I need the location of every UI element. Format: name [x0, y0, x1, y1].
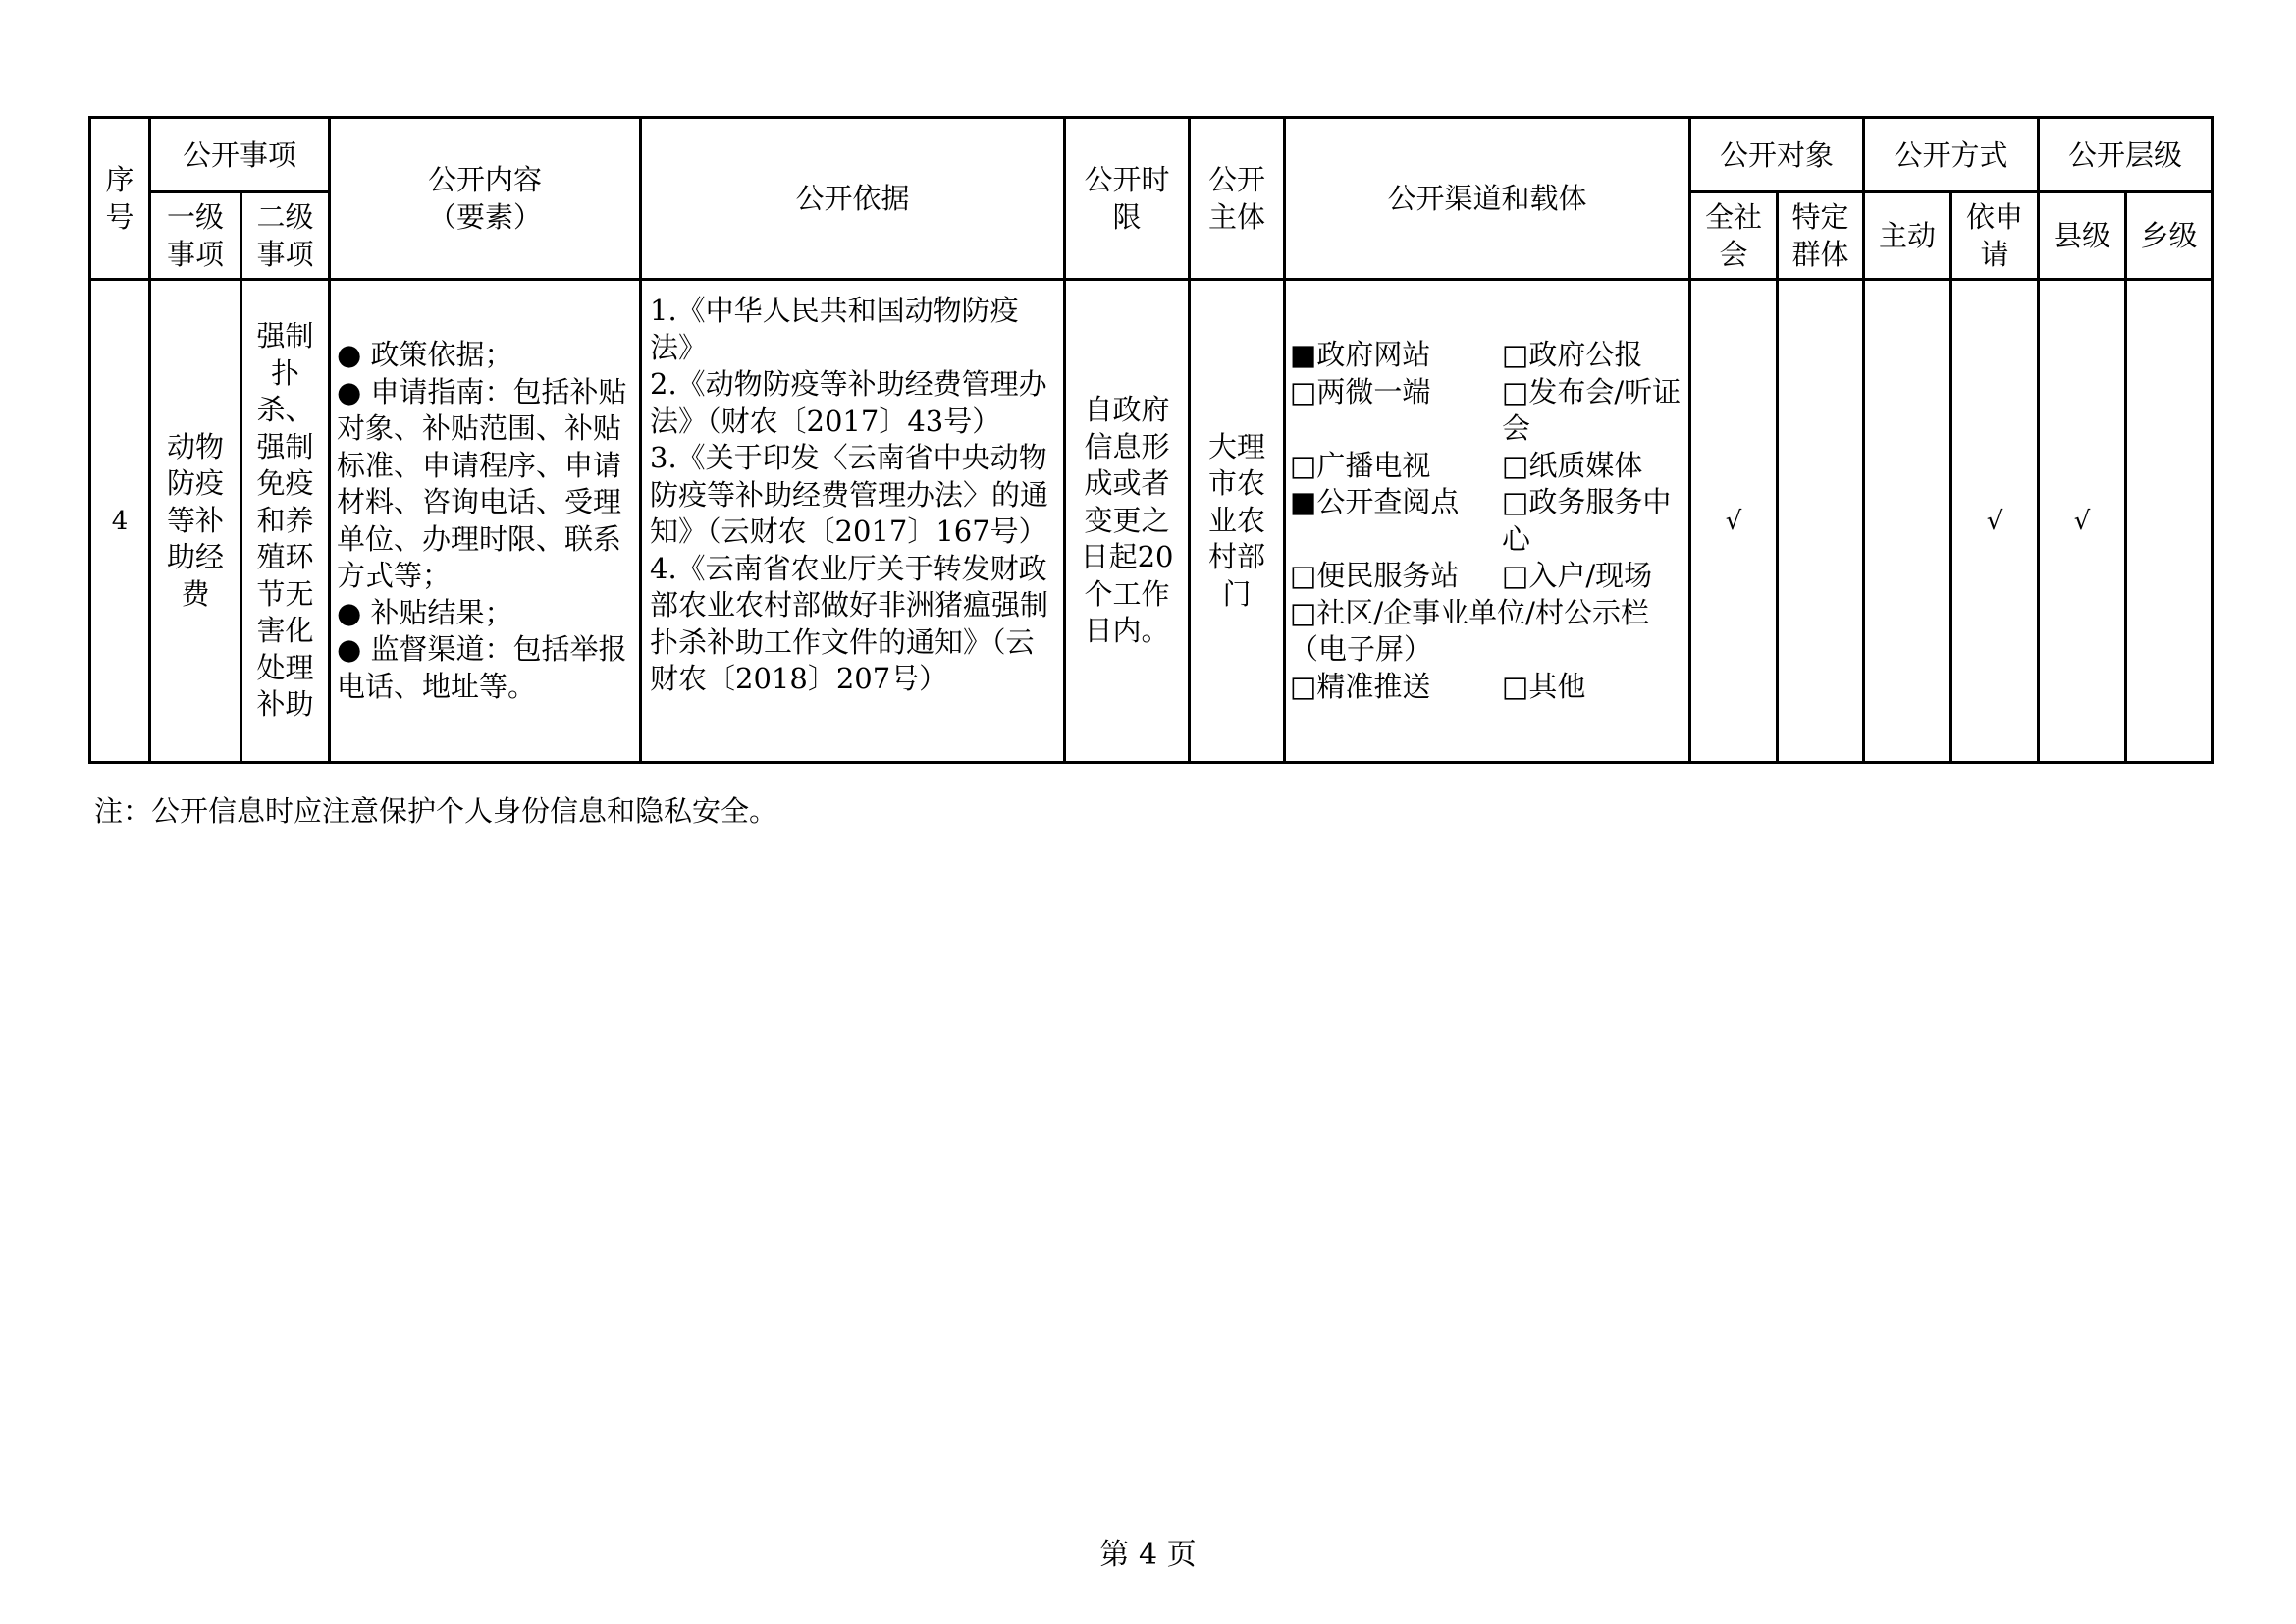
privacy-note: 注：公开信息时应注意保护个人身份信息和隐私安全。	[94, 794, 778, 828]
table-row	[90, 280, 2213, 763]
header-audience-specific: 特定群体	[1778, 192, 1864, 280]
header-audience-all: 全社会	[1690, 192, 1778, 280]
check-method-active	[1864, 280, 1951, 763]
header-method-request: 依申请	[1951, 192, 2039, 280]
basis-line: 3.《关于印发〈云南省中央动物防疫等补助经费管理办法〉的通知》（云财农〔2017〕167号）	[650, 441, 1049, 548]
content-line: ● 补贴结果；	[337, 595, 513, 629]
channel-website: ■政府网站	[1290, 338, 1431, 371]
channel-bulletin: □社区/企事业单位/村公示栏（电子屏）	[1290, 595, 1649, 666]
channel-tv: □广播电视	[1290, 448, 1431, 482]
header-level-township: 乡级	[2126, 192, 2213, 280]
header-level-county: 县级	[2039, 192, 2126, 280]
channel-service-station: □便民服务站	[1290, 559, 1460, 592]
header-channels: 公开渠道和载体	[1285, 118, 1690, 280]
header-basis: 公开依据	[641, 118, 1065, 280]
row-deadline: 自政府信息形成或者变更之日起20个工作日内。	[1065, 280, 1190, 763]
header-content: 公开内容（要素）	[330, 118, 641, 280]
check-audience-specific	[1778, 280, 1864, 763]
check-level-township	[2126, 280, 2213, 763]
basis-line: 4.《云南省农业厅关于转发财政部农业农村部做好非洲猪瘟强制扑杀补助工作文件的通知》（云财农〔2018〕207号）	[650, 551, 1049, 695]
header-seq: 序号	[90, 118, 150, 280]
channel-gazette: □政府公报	[1502, 338, 1643, 371]
header-method-active: 主动	[1864, 192, 1951, 280]
channel-precise-push: □精准推送	[1290, 669, 1431, 703]
row-basis	[641, 280, 1065, 763]
channel-service-center: □政务服务中心	[1502, 485, 1672, 556]
channel-wechat: □两微一端	[1290, 374, 1431, 408]
header-level2: 二级事项	[241, 192, 330, 280]
disclosure-table	[88, 116, 2214, 764]
channel-press: □发布会/听证会	[1502, 374, 1682, 445]
content-line: ● 监督渠道：包括举报电话、地址等。	[337, 632, 627, 703]
channel-reading-point: ■公开查阅点	[1290, 485, 1460, 518]
channel-household: □入户/现场	[1502, 559, 1653, 592]
header-method: 公开方式	[1864, 118, 2039, 192]
header-audience: 公开对象	[1690, 118, 1864, 192]
check-level-county: √	[2039, 280, 2126, 763]
row-content	[330, 280, 641, 763]
header-public-items: 公开事项	[150, 118, 330, 192]
basis-line: 2.《动物防疫等补助经费管理办法》（财农〔2017〕43号）	[650, 367, 1047, 438]
header-deadline: 公开时限	[1065, 118, 1190, 280]
row-level2: 强制扑杀、强制免疫和养殖环节无害化处理补助	[241, 280, 330, 763]
row-level1: 动物防疫等补助经费	[150, 280, 241, 763]
content-line: ● 政策依据；	[337, 338, 513, 371]
page-number: 第 4 页	[1099, 1538, 1197, 1572]
header-subject: 公开主体	[1190, 118, 1285, 280]
row-seq: 4	[90, 280, 150, 763]
channel-print: □纸质媒体	[1502, 448, 1643, 482]
header-level: 公开层级	[2039, 118, 2213, 192]
check-method-request: √	[1951, 280, 2039, 763]
row-subject: 大理市农业农村部门	[1190, 280, 1285, 763]
channel-other: □其他	[1502, 669, 1586, 703]
content-line: ● 申请指南：包括补贴对象、补贴范围、补贴标准、申请程序、申请材料、咨询电话、受理单位、办理时限、联系方式等；	[337, 374, 627, 592]
row-channels	[1285, 280, 1690, 763]
basis-line: 1.《中华人民共和国动物防疫法》	[650, 294, 1019, 364]
check-audience-all: √	[1690, 280, 1778, 763]
header-level1: 一级事项	[150, 192, 241, 280]
